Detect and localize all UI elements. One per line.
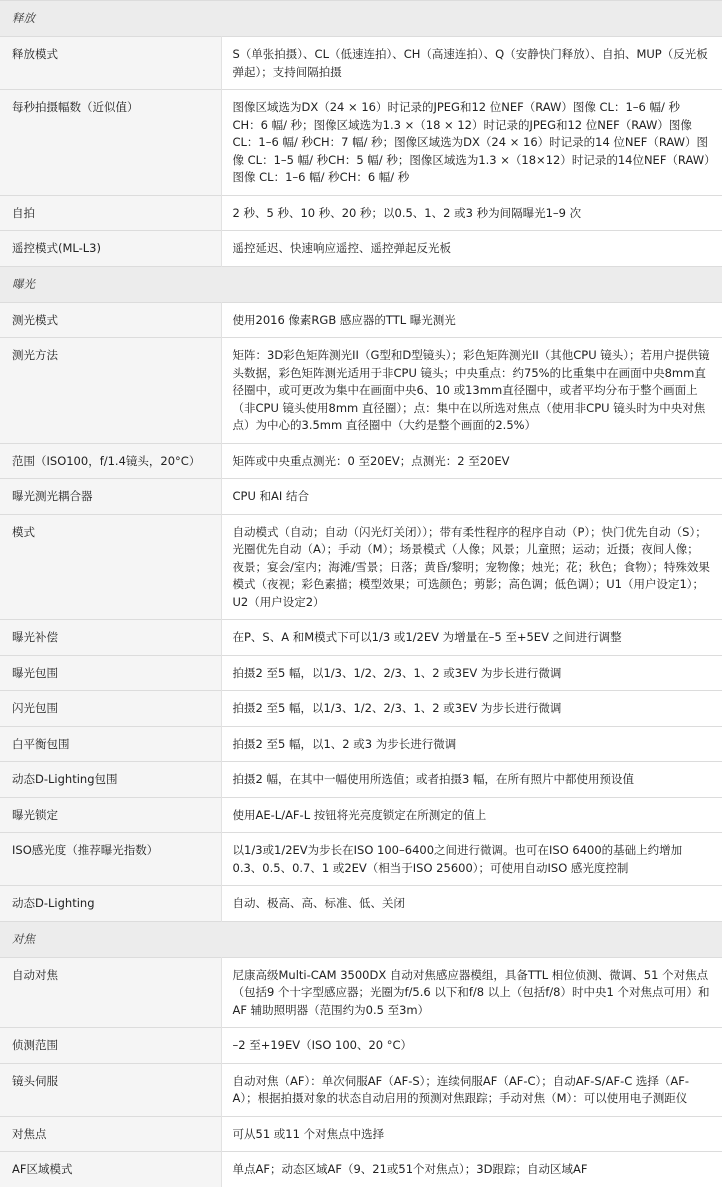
section-header-row [0, 921, 722, 957]
spec-row [0, 302, 722, 338]
spec-row [0, 1063, 722, 1116]
spec-label: 范围（ISO100，f/1.4镜头，20°C） [0, 443, 221, 479]
section-header-row [0, 266, 722, 302]
spec-row [0, 1028, 722, 1064]
spec-row [0, 514, 722, 620]
spec-label: ISO感光度（推荐曝光指数） [0, 833, 221, 886]
spec-label: 镜头伺服 [0, 1063, 221, 1116]
section-title: 对焦 [0, 921, 722, 957]
spec-value: 以1/3或1/2EV为步长在ISO 100–6400之间进行微调。也可在ISO 6400的基础上约增加0.3、0.5、0.7、1 或2EV（相当于ISO 25600）；可使用自动ISO 感光度控制 [221, 833, 722, 886]
spec-value: 自动对焦（AF）：单次伺服AF（AF-S）；连续伺服AF（AF-C）；自动AF-S/AF-C 选择（AF-A）；根据拍摄对象的状态自动启用的预测对焦跟踪；手动对焦（M）：可以使用电子测距仪 [221, 1063, 722, 1116]
spec-value: 拍摄2 至5 幅，以1/3、1/2、2/3、1、2 或3EV 为步长进行微调 [221, 655, 722, 691]
spec-row [0, 195, 722, 231]
section-title: 释放 [0, 1, 722, 37]
spec-label: 动态D-Lighting [0, 886, 221, 922]
spec-value: 可从51 或11 个对焦点中选择 [221, 1116, 722, 1152]
spec-row [0, 957, 722, 1028]
spec-value: 2 秒、5 秒、10 秒、20 秒；以0.5、1、2 或3 秒为间隔曝光1–9 次 [221, 195, 722, 231]
spec-row [0, 655, 722, 691]
spec-label: 对焦点 [0, 1116, 221, 1152]
spec-row [0, 338, 722, 444]
spec-value: 矩阵或中央重点测光：0 至20EV；点测光：2 至20EV [221, 443, 722, 479]
spec-label: 曝光测光耦合器 [0, 479, 221, 515]
spec-value: CPU 和AI 结合 [221, 479, 722, 515]
spec-value: 矩阵：3D彩色矩阵测光II（G型和D型镜头）；彩色矩阵测光II（其他CPU 镜头）；若用户提供镜头数据，彩色矩阵测光适用于非CPU 镜头；中央重点：约75%的比重集中在画面中央8mm直径圈中，或可更改为集中在画面中央6、10 或13mm直径圈中，或者平均分布于整个画面上（非CPU 镜头使用8mm 直径圈）；点：集中在以所选对焦点（使用非CPU 镜头时为中央对焦点）为中心的3.5mm 直径圈中（大约是整个画面的2.5%） [221, 338, 722, 444]
spec-value: 图像区域选为DX（24 × 16）时记录的JPEG和12 位NEF（RAW）图像 CL：1–6 幅/ 秒 CH：6 幅/ 秒；图像区域选为1.3 ×（18 × 12）时记录的JPEG和12 位NEF（RAW）图像 CL：1–6 幅/ 秒CH：7 幅/ 秒；图像区域选为DX（24 × 16）时记录的14 位NEF（RAW）图像 CL：1–5 幅/ 秒CH：5 幅/ 秒；图像区域选为1.3 ×（18×12）时记录的14位NEF（RAW）图像 CL：1–6 幅/ 秒CH：6 幅/ 秒 [221, 90, 722, 196]
spec-value: –2 至+19EV（ISO 100、20 °C） [221, 1028, 722, 1064]
spec-label: AF区域模式 [0, 1152, 221, 1187]
spec-label: 测光模式 [0, 302, 221, 338]
spec-label: 曝光包围 [0, 655, 221, 691]
spec-table-body [0, 1, 722, 1187]
spec-label: 遥控模式(ML-L3) [0, 231, 221, 267]
spec-value: 使用AE-L/AF-L 按钮将光亮度锁定在所测定的值上 [221, 797, 722, 833]
spec-label: 自动对焦 [0, 957, 221, 1028]
section-title: 曝光 [0, 266, 722, 302]
spec-label: 每秒拍摄幅数（近似值） [0, 90, 221, 196]
spec-row [0, 886, 722, 922]
spec-label: 白平衡包围 [0, 726, 221, 762]
spec-value: 自动模式（自动；自动（闪光灯关闭））；带有柔性程序的程序自动（P）；快门优先自动（S）；光圈优先自动（A）；手动（M）；场景模式（人像；风景；儿童照；运动；近摄；夜间人像；夜景；宴会/室内；海滩/雪景；日落；黄昏/黎明；宠物像；烛光；花；秋色；食物）；特殊效果模式（夜视；彩色素描；模型效果；可选颜色；剪影；高色调；低色调）；U1（用户设定1）；U2（用户设定2） [221, 514, 722, 620]
spec-row [0, 1116, 722, 1152]
spec-row [0, 479, 722, 515]
spec-label: 释放模式 [0, 37, 221, 90]
spec-row [0, 691, 722, 727]
spec-row [0, 1152, 722, 1187]
spec-row [0, 443, 722, 479]
spec-value: 在P、S、A 和M模式下可以1/3 或1/2EV 为增量在–5 至+5EV 之间进行调整 [221, 620, 722, 656]
spec-value: 自动、极高、高、标准、低、关闭 [221, 886, 722, 922]
spec-row [0, 833, 722, 886]
section-header-row [0, 1, 722, 37]
spec-value: S（单张拍摄）、CL（低速连拍）、CH（高速连拍）、Q（安静快门释放）、自拍、MUP（反光板弹起）；支持间隔拍摄 [221, 37, 722, 90]
spec-value: 拍摄2 幅，在其中一幅使用所选值；或者拍摄3 幅，在所有照片中都使用预设值 [221, 762, 722, 798]
spec-row [0, 90, 722, 196]
spec-row [0, 797, 722, 833]
spec-label: 自拍 [0, 195, 221, 231]
spec-row [0, 37, 722, 90]
spec-value: 拍摄2 至5 幅，以1/3、1/2、2/3、1、2 或3EV 为步长进行微调 [221, 691, 722, 727]
spec-label: 曝光锁定 [0, 797, 221, 833]
spec-label: 曝光补偿 [0, 620, 221, 656]
spec-label: 测光方法 [0, 338, 221, 444]
spec-row [0, 231, 722, 267]
spec-row [0, 726, 722, 762]
spec-row [0, 762, 722, 798]
spec-value: 使用2016 像素RGB 感应器的TTL 曝光测光 [221, 302, 722, 338]
spec-row [0, 620, 722, 656]
spec-label: 侦测范围 [0, 1028, 221, 1064]
spec-value: 尼康高级Multi-CAM 3500DX 自动对焦感应器模组，具备TTL 相位侦测、微调、51 个对焦点（包括9 个十字型感应器；光圈为f/5.6 以下和f/8 以上（包括f/8）时中央1 个对焦点可用）和AF 辅助照明器（范围约为0.5 至3m） [221, 957, 722, 1028]
spec-value: 拍摄2 至5 幅，以1、2 或3 为步长进行微调 [221, 726, 722, 762]
spec-value: 遥控延迟、快速响应遥控、遥控弹起反光板 [221, 231, 722, 267]
spec-label: 模式 [0, 514, 221, 620]
spec-value: 单点AF；动态区域AF（9、21或51个对焦点）；3D跟踪；自动区域AF [221, 1152, 722, 1187]
spec-label: 动态D-Lighting包围 [0, 762, 221, 798]
spec-label: 闪光包围 [0, 691, 221, 727]
